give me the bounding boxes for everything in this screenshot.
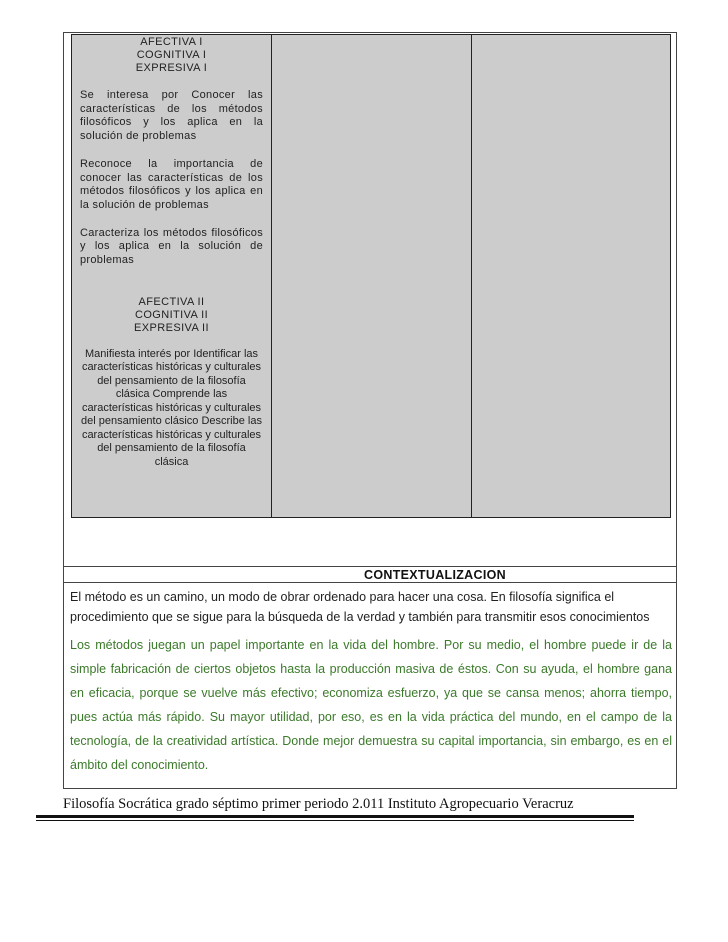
contextualizacion-text: Los métodos juegan un papel importante en la vida del hombre. Por su medio, el hombre puede ir de la simple fabricación de ciertos objetos hasta la producción masiva de éstos. Con su ayuda, el hombre gana en eficacia, porque se vuelve más efectivo; economiza esfuerzo, ya que se cansa menos; ahorra tiempo, pues actúa más rápido. Su mayor utilidad, por eso, es en la vida práctica del mundo, en el campo de la tecnología, de la creatividad artística. Donde mejor demuestra su capital importancia, sin embargo, es en el ámbito del conocimiento. <box>70 638 672 772</box>
footer-rule-thin <box>36 820 634 821</box>
heading-cognitiva-2: COGNITIVA II <box>134 308 209 321</box>
heading-afectiva-2: AFECTIVA II <box>138 295 205 308</box>
competencies-table <box>71 34 671 518</box>
block1-paragraph-1: Se interesa por Conocer las características de los métodos filosóficos y los aplica en la solución de problemas <box>80 89 263 143</box>
empty-cell-2 <box>272 35 472 517</box>
block1-paragraph-2: Reconoce la importancia de conocer las características de los métodos filosóficos y los aplica en la solución de problemas <box>80 157 263 211</box>
heading-expresiva-2: EXPRESIVA II <box>134 321 209 334</box>
heading-cognitiva-1: COGNITIVA I <box>136 49 207 61</box>
empty-cell-3 <box>472 35 670 517</box>
block1-paragraph-3: Caracteriza los métodos filosóficos y los aplica en la solución de problemas <box>80 226 263 267</box>
block1-headings <box>80 36 263 75</box>
contextualizacion-title: CONTEXTUALIZACION <box>63 566 677 583</box>
footer-rule-thick <box>36 815 634 818</box>
competencies-cell <box>72 35 272 517</box>
page-footer: Filosofía Socrática grado séptimo primer periodo 2.011 Instituto Agropecuario Veracruz <box>63 796 574 812</box>
block2-paragraph: Manifiesta interés por Identificar las características históricas y culturales del pensamiento de la filosofía clásica Comprende las características históricas y culturales del pensamiento clásico Describe las características históricas y culturales del pensamiento de la filosofía clásica <box>81 347 262 468</box>
heading-afectiva-1: AFECTIVA I <box>140 36 203 48</box>
contextualizacion-intro: El método es un camino, un modo de obrar ordenado para hacer una cosa. En filosofía significa el procedimiento que se sigue para la búsqueda de la verdad y también para transmitir esos conocimientos <box>70 590 650 624</box>
contextualizacion-body <box>70 588 672 777</box>
heading-expresiva-1: EXPRESIVA I <box>135 62 208 74</box>
block2-headings <box>80 296 263 335</box>
